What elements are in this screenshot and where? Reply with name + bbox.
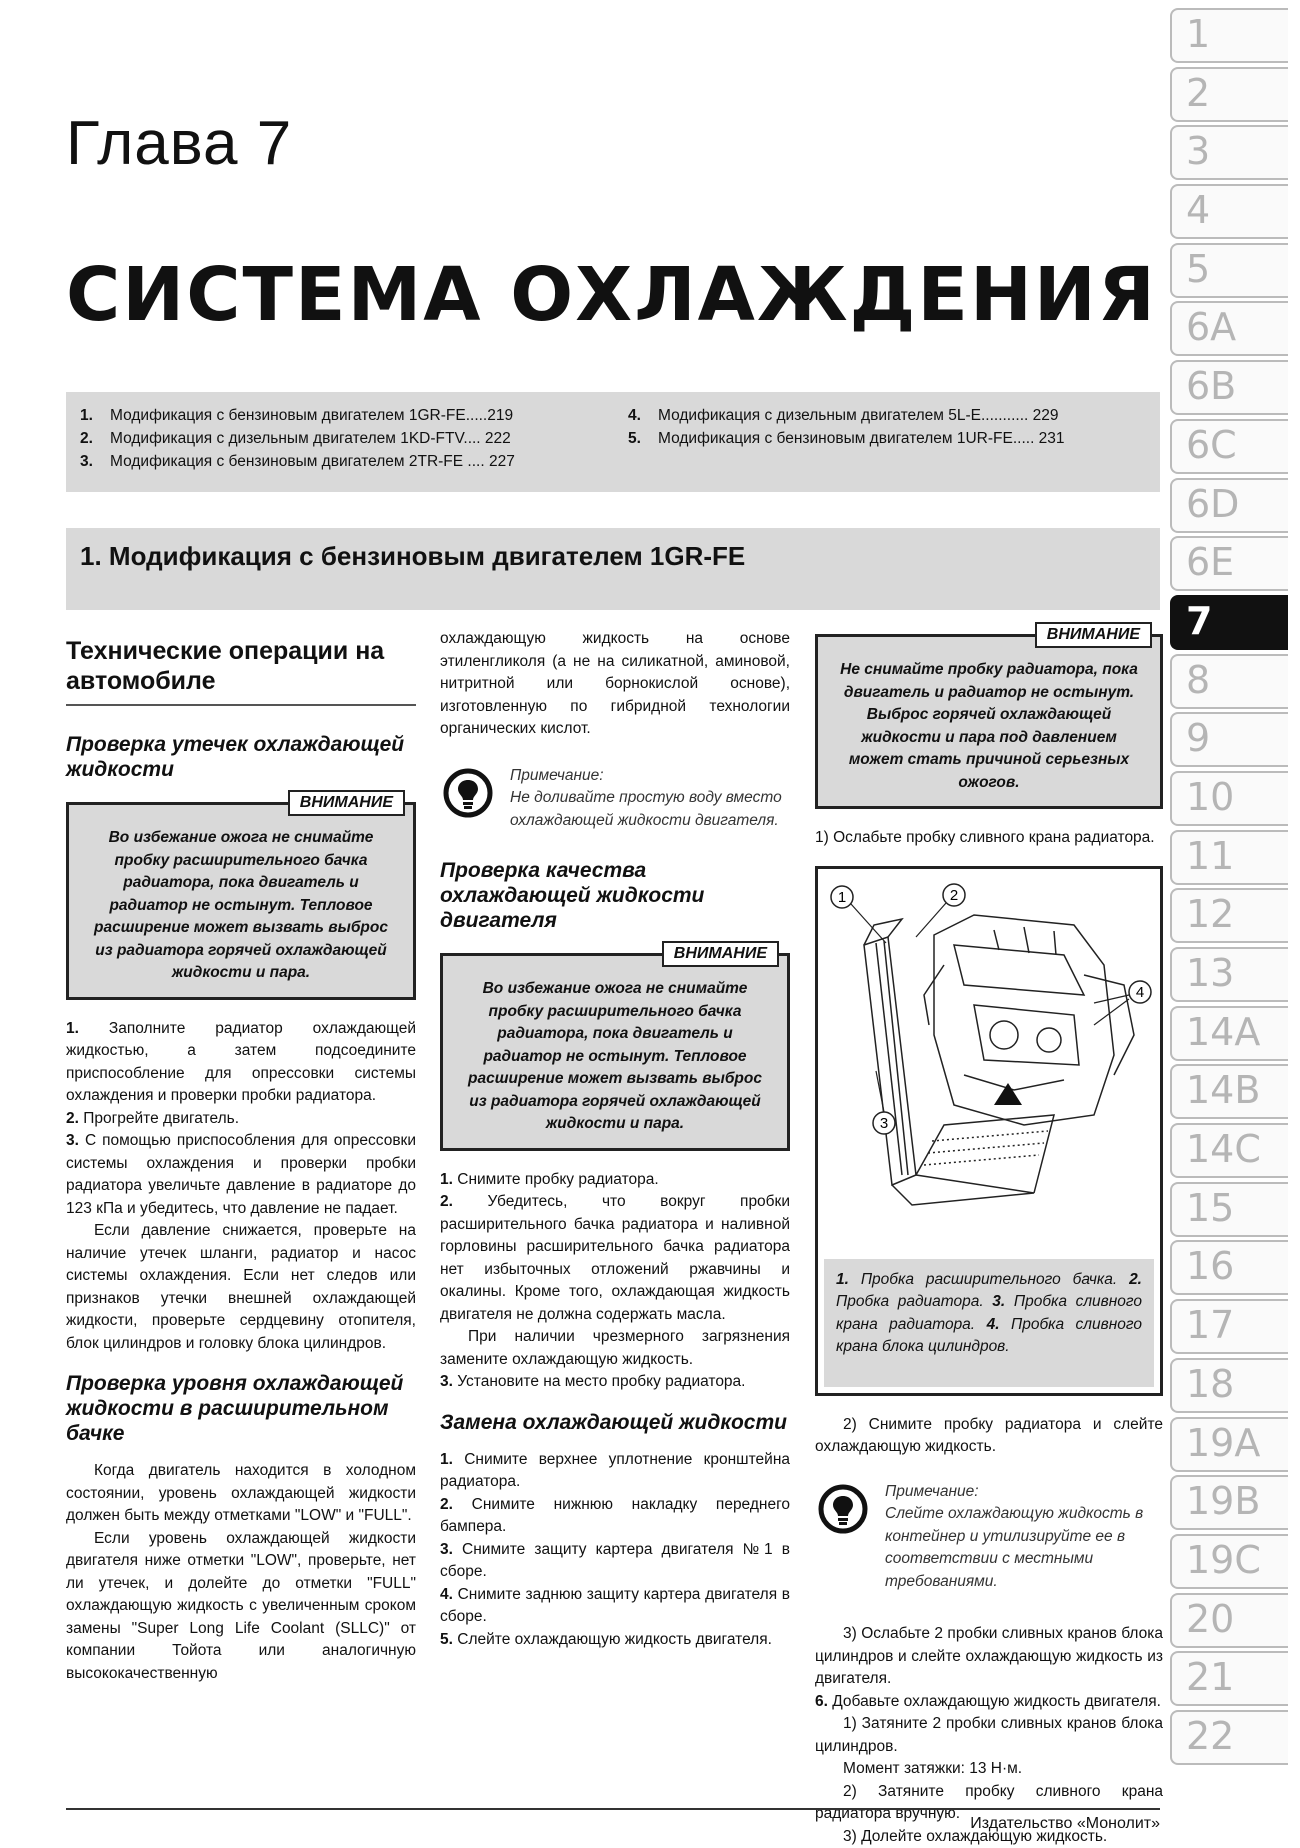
toc-item-text: Модификация с дизельным двигателем 1KD-FTV.... 222 [110, 430, 511, 447]
chapter-tab[interactable] [1170, 771, 1300, 822]
caption-text: Пробка сливного крана радиатора. [836, 1293, 1142, 1333]
body-paragraph: 1) Затяните 2 пробки сливных кранов блока цилиндров. [815, 1713, 1163, 1758]
column-right [815, 628, 1163, 1848]
subheading-level-check: Проверка уровня охлаждающей жидкости в расширительном бачке [66, 1371, 416, 1446]
step-paragraph [440, 1494, 790, 1539]
chapter-tab[interactable] [1170, 654, 1300, 705]
caption-text: Пробка расширительного бачка. [861, 1271, 1117, 1288]
toc-item-text: Модификация с бензиновым двигателем 1UR-FE..... 231 [658, 430, 1065, 447]
step-text: Снимите заднюю защиту картера двигателя в сборе. [440, 1586, 790, 1626]
section-header-bar [66, 528, 1160, 610]
chapter-tab[interactable] [1170, 1182, 1300, 1233]
step-number: 5. [440, 1631, 453, 1648]
note-label: Примечание: [885, 1481, 1163, 1504]
caption-number: 3. [992, 1293, 1005, 1310]
chapter-tab-label: 19B [1186, 1479, 1260, 1523]
chapter-tab[interactable] [1170, 478, 1300, 529]
chapter-tab[interactable] [1170, 830, 1300, 881]
step-text: Снимите верхнее уплотнение кронштейна радиатора. [440, 1451, 790, 1491]
body-paragraph: При наличии чрезмерного загрязнения замените охлаждающую жидкость. [440, 1326, 790, 1371]
publisher-name: Издательство «Монолит» [970, 1815, 1160, 1833]
chapter-tab[interactable] [1170, 67, 1300, 118]
chapter-tab-label: 15 [1186, 1186, 1234, 1230]
footer-divider [66, 1808, 1160, 1810]
chapter-tab[interactable] [1170, 1651, 1300, 1702]
body-paragraph: 3) Ослабьте 2 пробки сливных кранов блока цилиндров и слейте охлаждающую жидкость из двигателя. [815, 1623, 1163, 1691]
note-text: Слейте охлаждающую жидкость в контейнер и утилизируйте ее в соответствии с местными требованиями. [885, 1503, 1163, 1593]
caption-number: 1. [836, 1271, 849, 1288]
chapter-tab[interactable] [1170, 1299, 1300, 1350]
step-text: Снимите пробку радиатора. [457, 1171, 658, 1188]
callout-label: 4 [1136, 984, 1144, 1001]
step-text: Добавьте охлаждающую жидкость двигателя. [832, 1693, 1161, 1710]
step-text: Убедитесь, что вокруг пробки расширительного бачка радиатора и наливной горловины расширительного бачка радиатора нет избыточных отложений ржавчины и окалины. Кроме того, охлаждающая жидкость двигателя не должна содержать масла. [440, 1193, 790, 1323]
chapter-tab-label: 18 [1186, 1362, 1234, 1406]
step-number: 2. [66, 1110, 79, 1127]
section-title: 1. Модификация с бензиновым двигателем 1GR-FE [80, 541, 745, 572]
chapter-tab-label: 10 [1186, 775, 1234, 819]
torque-spec: Момент затяжки: 13 Н·м. [815, 1758, 1163, 1781]
step-paragraph [440, 1169, 790, 1192]
caption-text: Пробка сливного крана блока цилиндров. [836, 1316, 1142, 1356]
step-number: 1. [66, 1020, 79, 1037]
toc-item-number: 2. [80, 427, 110, 450]
chapter-tab[interactable] [1170, 1593, 1300, 1644]
step-text: Снимите защиту картера двигателя №1 в сборе. [440, 1541, 790, 1581]
chapter-tab[interactable] [1170, 1006, 1300, 1057]
chapter-tab-label: 5 [1186, 247, 1210, 291]
chapter-tab-label: 6A [1186, 305, 1236, 349]
chapter-tab-label: 14A [1186, 1010, 1260, 1054]
chapter-tab[interactable] [1170, 301, 1300, 352]
bulb-icon [817, 1483, 869, 1535]
toc-right-column [628, 404, 1148, 450]
toc-item-text: Модификация с бензиновым двигателем 2TR-FE .... 227 [110, 453, 515, 470]
step-paragraph [440, 1449, 790, 1494]
chapter-tab[interactable] [1170, 125, 1300, 176]
step-number: 3. [66, 1132, 79, 1149]
step-number: 2. [440, 1193, 453, 1210]
note-block [815, 1481, 1163, 1594]
chapter-tab-label: 3 [1186, 129, 1210, 173]
step-text: Заполните радиатор охлаждающей жидкостью, а затем подсоедините приспособление для опрессовки системы охлаждения и проверки пробки радиатора. [66, 1020, 416, 1105]
step-text: Слейте охлаждающую жидкость двигателя. [457, 1631, 772, 1648]
chapter-tab[interactable] [1170, 1710, 1300, 1761]
toc-item-text: Модификация с бензиновым двигателем 1GR-FE.....219 [110, 407, 513, 424]
chapter-tab-label: 1 [1186, 12, 1210, 56]
step-paragraph [440, 1584, 790, 1629]
chapter-tab[interactable] [1170, 184, 1300, 235]
chapter-tab-label: 14C [1186, 1127, 1261, 1171]
step-text: Установите на место пробку радиатора. [457, 1373, 745, 1390]
figure-caption [824, 1259, 1154, 1387]
heading-technical-operations: Технические операции на автомобиле [66, 636, 416, 706]
chapter-tab[interactable] [1170, 360, 1300, 411]
step-paragraph [66, 1108, 416, 1131]
toc-item[interactable] [80, 450, 600, 473]
note-label: Примечание: [510, 765, 790, 788]
chapter-tab-label: 20 [1186, 1597, 1234, 1641]
callout-label: 1 [838, 889, 846, 906]
caption-number: 4. [987, 1316, 1000, 1333]
warning-tag: ВНИМАНИЕ [662, 941, 779, 967]
step-text: Прогрейте двигатель. [83, 1110, 239, 1127]
warning-text: Во избежание ожога не снимайте пробку расширительного бачка радиатора, пока двигатель и радиатор не остынут. Тепловое расширение может вызвать выброс из радиатора горячей охлаждающей жидкости и пара. [468, 980, 762, 1132]
chapter-tab[interactable] [1170, 1240, 1300, 1291]
bulb-icon [442, 767, 494, 819]
chapter-tab-label: 13 [1186, 951, 1234, 995]
step-paragraph [440, 1539, 790, 1584]
toc-item[interactable] [80, 404, 600, 427]
chapter-tab-label: 19C [1186, 1538, 1261, 1582]
callout-label: 3 [880, 1115, 888, 1132]
body-paragraph: 2) Затяните пробку сливного крана радиатора вручную. [815, 1781, 1163, 1826]
chapter-tab[interactable] [1170, 1123, 1300, 1174]
warning-tag: ВНИМАНИЕ [1035, 622, 1152, 648]
body-paragraph: охлаждающую жидкость на основе этиленгликоля (а не на силикатной, аминовой, нитритной или борнокислой основе), изготовленную по гибридной технологии органических кислот. [440, 628, 790, 741]
chapter-tab-label: 21 [1186, 1655, 1234, 1699]
chapter-tab-label: 14B [1186, 1068, 1260, 1112]
subheading-quality-check: Проверка качества охлаждающей жидкости двигателя [440, 858, 790, 933]
warning-box [815, 634, 1163, 809]
step-paragraph [815, 1691, 1163, 1714]
toc-item-number: 5. [628, 427, 658, 450]
toc-item-number: 4. [628, 404, 658, 427]
body-paragraph: Если давление снижается, проверьте на наличие утечек шланги, радиатор и насос системы охлаждения. Если нет следов или признаков утечки внешней охлаждающей жидкости, проверьте сердцевину отопителя, блок цилиндров и головку блока цилиндров. [66, 1220, 416, 1355]
body-paragraph: 3) Долейте охлаждающую жидкость. [815, 1826, 1163, 1848]
chapter-tab-label: 19A [1186, 1421, 1260, 1465]
chapter-tab-label: 17 [1186, 1303, 1234, 1347]
toc-item-number: 1. [80, 404, 110, 427]
toc-item[interactable] [628, 427, 1148, 450]
chapter-tab-label: 8 [1186, 658, 1210, 702]
chapter-tabs [1170, 8, 1300, 1769]
chapter-tab-label: 6C [1186, 423, 1237, 467]
toc-item-number: 3. [80, 450, 110, 473]
warning-box [440, 953, 790, 1151]
warning-text: Во избежание ожога не снимайте пробку расширительного бачка радиатора, пока двигатель и радиатор не остынут. Тепловое расширение может вызвать выброс из радиатора горячей охлаждающей жидкости и пара. [94, 829, 388, 981]
engine-figure [815, 866, 1163, 1396]
callout-label: 2 [950, 887, 958, 904]
toc-left-column [80, 404, 600, 473]
chapter-tab[interactable] [1170, 947, 1300, 998]
step-number: 1. [440, 1171, 453, 1188]
step-text: С помощью приспособления для опрессовки системы охлаждения и проверки пробки радиатора увеличьте давление в радиаторе до 123 кПа и убедитесь, что давление не падает. [66, 1132, 416, 1217]
chapter-tab[interactable] [1170, 1064, 1300, 1115]
chapter-tab[interactable] [1170, 1534, 1300, 1585]
subheading-leak-check: Проверка утечек охлаждающей жидкости [66, 732, 416, 782]
step-paragraph [440, 1629, 790, 1652]
step-number: 4. [440, 1586, 453, 1603]
step-number: 1. [440, 1451, 453, 1468]
chapter-tab-label: 6B [1186, 364, 1236, 408]
warning-box [66, 802, 416, 1000]
step-number: 2. [440, 1496, 453, 1513]
chapter-tab-label: 2 [1186, 71, 1210, 115]
chapter-tab-label: 16 [1186, 1244, 1234, 1288]
chapter-tab-label: 22 [1186, 1714, 1234, 1758]
chapter-tab[interactable] [1170, 1475, 1300, 1526]
subheading-coolant-replacement: Замена охлаждающей жидкости [440, 1410, 790, 1435]
body-paragraph: 2) Снимите пробку радиатора и слейте охлаждающую жидкость. [815, 1414, 1163, 1459]
chapter-tab-label: 6D [1186, 482, 1239, 526]
warning-text: Не снимайте пробку радиатора, пока двигатель и радиатор не остынут. Выброс горячей охлаждающей жидкости и пара под давлением может стать причиной серьезных ожогов. [840, 661, 1138, 791]
caption-number: 2. [1129, 1271, 1142, 1288]
chapter-label: Глава 7 [66, 108, 292, 179]
warning-tag: ВНИМАНИЕ [288, 790, 405, 816]
chapter-tab[interactable] [1170, 243, 1300, 294]
step-paragraph [66, 1018, 416, 1108]
table-of-contents [66, 392, 1160, 492]
column-middle [440, 628, 790, 1651]
chapter-tab-label: 7 [1186, 599, 1212, 643]
chapter-tab[interactable] [1170, 1358, 1300, 1409]
step-text: Снимите нижнюю накладку переднего бампера. [440, 1496, 790, 1536]
chapter-tab-label: 12 [1186, 892, 1234, 936]
chapter-tab[interactable] [1170, 8, 1300, 59]
step-paragraph [66, 1130, 416, 1220]
toc-item-text: Модификация с дизельным двигателем 5L-E........... 229 [658, 407, 1059, 424]
body-paragraph: Когда двигатель находится в холодном состоянии, уровень охлаждающей жидкости должен быть между отметками "LOW" и "FULL". [66, 1460, 416, 1528]
chapter-tab[interactable] [1170, 536, 1300, 587]
chapter-tab[interactable] [1170, 419, 1300, 470]
step-number: 6. [815, 1693, 828, 1710]
engine-cooling-illustration [824, 875, 1154, 1227]
step-paragraph [440, 1371, 790, 1394]
chapter-tab-label: 6E [1186, 540, 1234, 584]
note-text: Не доливайте простую воду вместо охлаждающей жидкости двигателя. [510, 787, 790, 832]
chapter-tab[interactable] [1170, 1417, 1300, 1468]
note-block [440, 765, 790, 833]
chapter-tab[interactable] [1170, 712, 1300, 763]
step-number: 3. [440, 1373, 453, 1390]
chapter-tab[interactable] [1170, 595, 1300, 646]
chapter-title: СИСТЕМА ОХЛАЖДЕНИЯ [66, 252, 1157, 338]
step-number: 3. [440, 1541, 453, 1558]
toc-item[interactable] [628, 404, 1148, 427]
chapter-tab-label: 4 [1186, 188, 1210, 232]
caption-text: Пробка радиатора. [836, 1293, 984, 1310]
body-paragraph: 1) Ослабьте пробку сливного крана радиатора. [815, 827, 1163, 850]
chapter-tab-label: 9 [1186, 716, 1210, 760]
toc-item[interactable] [80, 427, 600, 450]
column-left [66, 628, 416, 1685]
body-paragraph: Если уровень охлаждающей жидкости двигателя ниже отметки "LOW", проверьте, нет ли утечек, и долейте до отметки "FULL" охлаждающую жидкость с увеличенным сроком замены "Super Long Life Coolant (SLLC)" от компании Тойота или аналогичную высококачественную [66, 1528, 416, 1686]
step-paragraph [440, 1191, 790, 1326]
chapter-tab[interactable] [1170, 888, 1300, 939]
chapter-tab-label: 11 [1186, 834, 1234, 878]
